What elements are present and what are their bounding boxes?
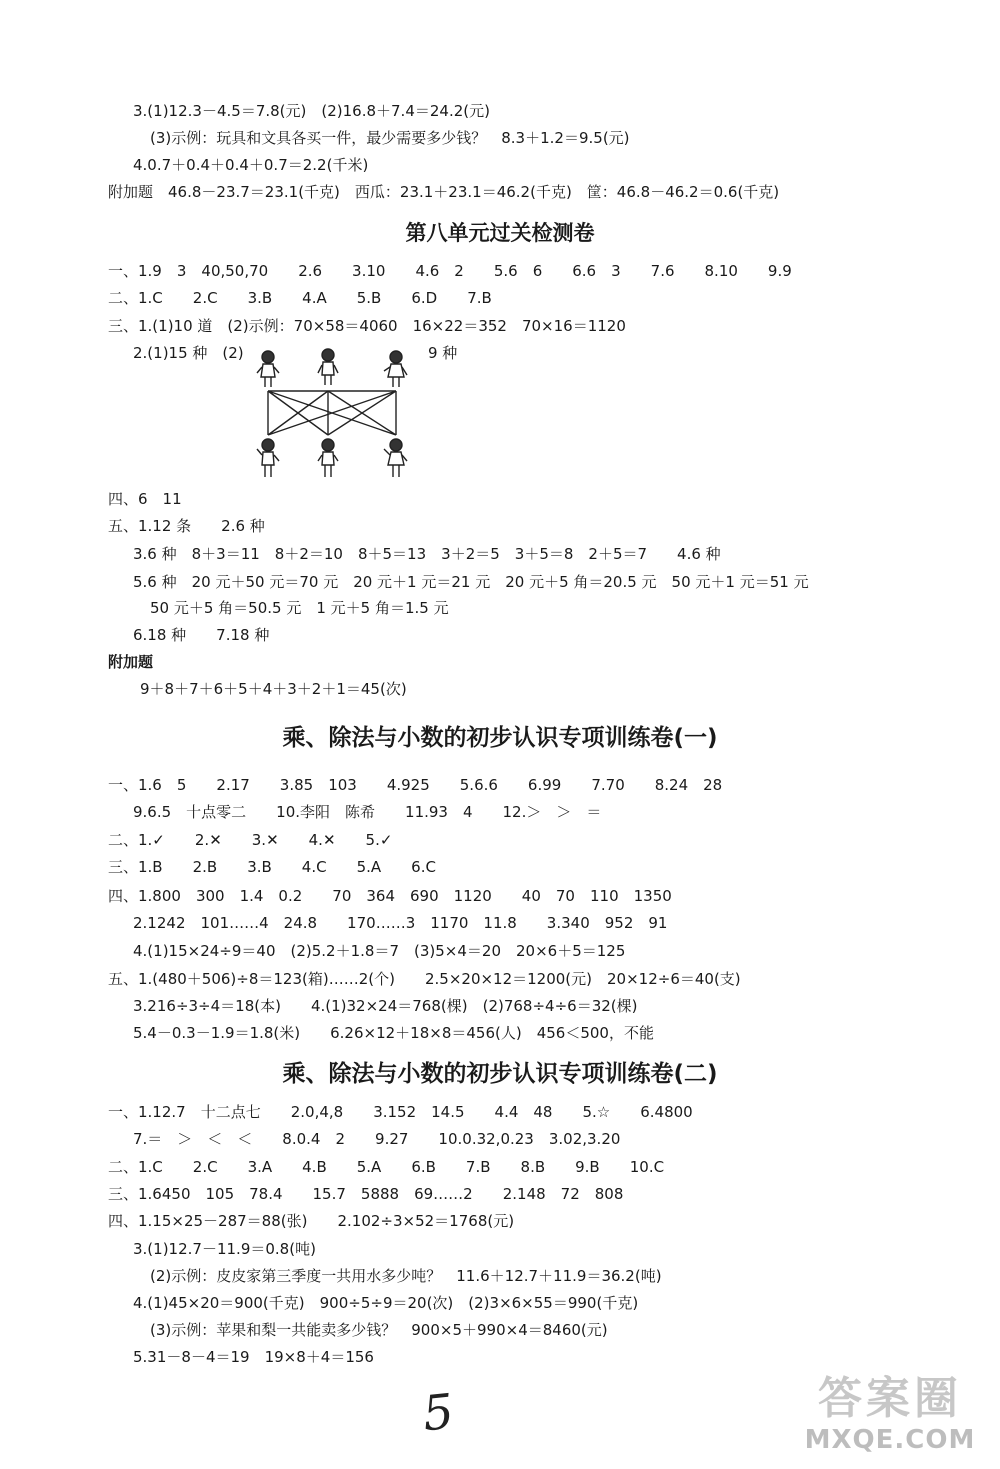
- answer-line: 附加题: [108, 653, 154, 671]
- answer-line: 二、1.C 2.C 3.A 4.B 5.A 6.B 7.B 8.B 9.B 10.C: [108, 1158, 665, 1176]
- answer-line: 4.(1)45×20＝900(千克) 900÷5÷9＝20(次) (2)3×6×55＝990(千克): [133, 1294, 639, 1312]
- watermark-url-text: MXQE.COM: [804, 1425, 976, 1455]
- answer-line: 3.(1)12.7－11.9＝0.8(吨): [133, 1240, 316, 1258]
- answer-line: 4.(1)15×24÷9＝40 (2)5.2＋1.8＝7 (3)5×4＝20 20×6＋5＝125: [133, 942, 626, 960]
- answer-line: 二、1.C 2.C 3.B 4.A 5.B 6.D 7.B: [108, 289, 492, 307]
- child-figure-icon: [318, 349, 338, 385]
- answer-line: 四、6 11: [108, 490, 182, 508]
- answer-line: (3)示例：苹果和梨一共能卖多少钱？ 900×5＋990×4＝8460(元): [150, 1321, 608, 1339]
- answer-line: 3.6 种 8＋3＝11 8＋2＝10 8＋5＝13 3＋2＝5 3＋5＝8 2＋5＝7 4.6 种: [133, 545, 721, 563]
- answer-line: 三、1.6450 105 78.4 15.7 5888 69……2 2.148 72 808: [108, 1185, 624, 1203]
- answer-line: 3.216÷3÷4＝18(本) 4.(1)32×24＝768(棵) (2)768÷4÷6＝32(棵): [133, 997, 638, 1015]
- answer-line: 7.＝ ＞ ＜ ＜ 8.0.4 2 9.27 10.0.32,0.23 3.02,3.20: [133, 1130, 621, 1148]
- answer-line: 9＋8＋7＋6＋5＋4＋3＋2＋1＝45(次): [140, 680, 407, 698]
- section-heading-unit8: 第八单元过关检测卷: [405, 221, 595, 245]
- answer-line: 一、1.9 3 40,50,70 2.6 3.10 4.6 2 5.6 6 6.6 3 7.6 8.10 9.9: [108, 262, 792, 280]
- answer-line: 2.(1)15 种 (2): [133, 344, 244, 362]
- answer-line: 一、1.12.7 十二点七 2.0,4,8 3.152 14.5 4.4 48 5.☆ 6.4800: [108, 1103, 693, 1121]
- answer-line: 三、1.B 2.B 3.B 4.C 5.A 6.C: [108, 858, 436, 876]
- answer-line: 五、1.(480＋506)÷8＝123(箱)……2(个) 2.5×20×12＝1200(元) 20×12÷6＝40(支): [108, 970, 741, 988]
- section-heading-special-2: 乘、除法与小数的初步认识专项训练卷(二): [282, 1061, 718, 1087]
- answer-line: 5.31－8－4＝19 19×8＋4＝156: [133, 1348, 374, 1366]
- answer-line: 一、1.6 5 2.17 3.85 103 4.925 5.6.6 6.99 7.70 8.24 28: [108, 776, 723, 794]
- child-figure-icon: [257, 439, 279, 477]
- site-watermark: [790, 1373, 990, 1463]
- answer-line: 3.(1)12.3－4.5＝7.8(元) (2)16.8＋7.4＝24.2(元): [133, 102, 490, 120]
- answer-line: 4.0.7＋0.4＋0.4＋0.7＝2.2(千米): [133, 156, 369, 174]
- answer-line: 9 种: [428, 344, 458, 362]
- answer-line: 二、1.✓ 2.✕ 3.✕ 4.✕ 5.✓: [108, 831, 393, 849]
- answer-line: 四、1.800 300 1.4 0.2 70 364 690 1120 40 70 110 1350: [108, 887, 672, 905]
- page-number: 5: [420, 1383, 457, 1443]
- answer-line: 2.1242 101……4 24.8 170……3 1170 11.8 3.340 952 91: [133, 914, 668, 932]
- watermark-logo-text: 答案圈: [818, 1373, 962, 1424]
- answer-line: 5.6 种 20 元＋50 元＝70 元 20 元＋1 元＝21 元 20 元＋5 角＝20.5 元 50 元＋1 元＝51 元: [133, 573, 809, 591]
- answer-line: 四、1.15×25－287＝88(张) 2.102÷3×52＝1768(元): [108, 1212, 515, 1230]
- child-figure-icon: [384, 351, 407, 387]
- answer-line: 9.6.5 十点零二 10.李阳 陈希 11.93 4 12.＞ ＞ ＝: [133, 803, 602, 821]
- answer-line: (3)示例：玩具和文具各买一件，最少需要多少钱？ 8.3＋1.2＝9.5(元): [150, 129, 630, 147]
- answer-line: 三、1.(1)10 道 (2)示例：70×58＝4060 16×22＝352 70×16＝1120: [108, 317, 626, 335]
- child-figure-icon: [384, 439, 407, 477]
- answer-line: 6.18 种 7.18 种: [133, 626, 270, 644]
- section-heading-special-1: 乘、除法与小数的初步认识专项训练卷(一): [282, 725, 718, 751]
- answer-line: 50 元＋5 角＝50.5 元 1 元＋5 角＝1.5 元: [150, 599, 449, 617]
- answer-line: (2)示例：皮皮家第三季度一共用水多少吨？ 11.6＋12.7＋11.9＝36.2(吨): [150, 1267, 662, 1285]
- answer-line: 五、1.12 条 2.6 种: [108, 517, 265, 535]
- matching-diagram: [250, 343, 420, 485]
- answer-line: 附加题 46.8－23.7＝23.1(千克) 西瓜：23.1＋23.1＝46.2(千克) 筐：46.8－46.2＝0.6(千克): [108, 183, 780, 201]
- child-figure-icon: [257, 351, 279, 387]
- answer-line: 5.4－0.3－1.9＝1.8(米) 6.26×12＋18×8＝456(人) 456＜500，不能: [133, 1024, 654, 1042]
- child-figure-icon: [318, 439, 338, 477]
